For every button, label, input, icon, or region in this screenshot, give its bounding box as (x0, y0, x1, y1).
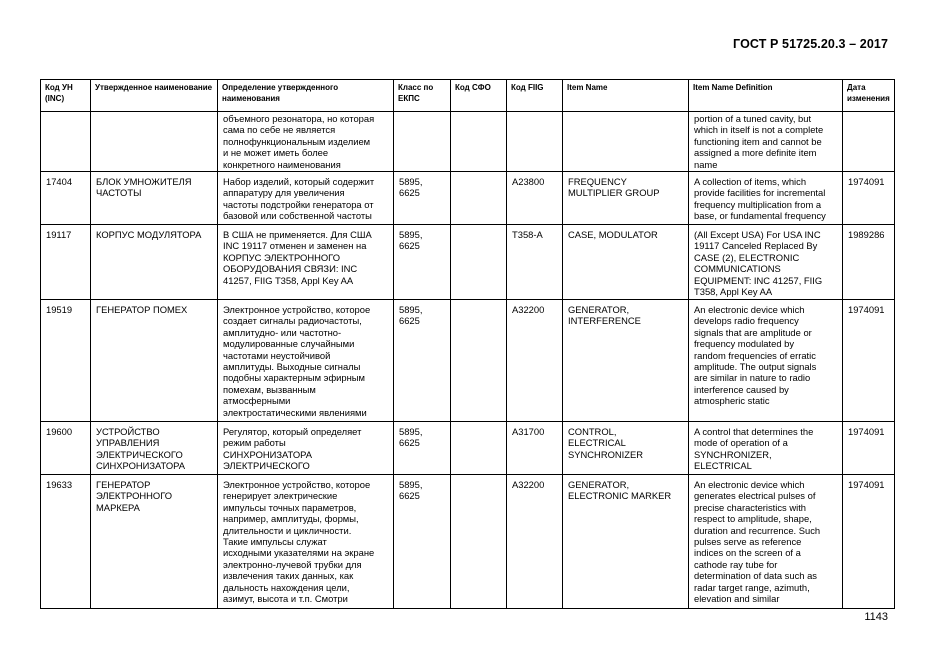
cell-ekps-class: 5895, 6625 (394, 172, 451, 225)
cell-definition-ru: Электронное устройство, которое создает сигналы радиочастоты, амплитудно- или частотно- модулированные случайными частотами неустойчивой амплитуды. Выходные сигналы подобны характерным эфирным помехам, вызванным атмосферными электростатическими явлениями (218, 300, 394, 422)
column-header-inc-code: Код УН (INC) (41, 80, 91, 112)
cell-fiig-code: A23800 (507, 172, 563, 225)
cell-definition-en: An electronic device which generates electrical pulses of precise characteristics with respect to amplitude, shape, duration and recurrence. Such pulses serve as reference indices on the screen of a cathode ray tube for determination of data such as radar target range, azimuth, elevation and similar (689, 475, 843, 609)
cell-item-name: CONTROL, ELECTRICAL SYNCHRONIZER (563, 422, 689, 475)
cell-definition-ru: Регулятор, который определяет режим работы СИНХРОНИЗАТОРА ЭЛЕКТРИЧЕСКОГО (218, 422, 394, 475)
cell-fiig-code (507, 112, 563, 172)
column-header-change-date: Дата изменения (843, 80, 895, 112)
cell-approved-name: БЛОК УМНОЖИТЕЛЯ ЧАСТОТЫ (91, 172, 218, 225)
column-header-approved-name: Утвержденное наименование (91, 80, 218, 112)
column-header-sfo-code: Код СФО (451, 80, 507, 112)
table-row-continuation (41, 112, 895, 172)
table-row-19519 (41, 300, 895, 422)
cell-approved-name: КОРПУС МОДУЛЯТОРА (91, 225, 218, 300)
cell-approved-name (91, 112, 218, 172)
column-header-item-name-definition: Item Name Definition (689, 80, 843, 112)
cell-approved-name: ГЕНЕРАТОР ПОМЕХ (91, 300, 218, 422)
cell-inc-code: 19117 (41, 225, 91, 300)
table-header-row (41, 80, 895, 112)
cell-fiig-code: T358-A (507, 225, 563, 300)
cell-definition-ru: В США не применяется. Для США INC 19117 отменен и заменен на КОРПУС ЭЛЕКТРОННОГО ОБОРУДОВАНИЯ СВЯЗИ: INC 41257, FIIG T358, Appl Key AA (218, 225, 394, 300)
cell-change-date: 1974091 (843, 172, 895, 225)
cell-inc-code: 19633 (41, 475, 91, 609)
cell-definition-ru: Набор изделий, который содержит аппаратуру для увеличения частоты подстройки генератора от базовой или собственной частоты (218, 172, 394, 225)
cell-ekps-class: 5895, 6625 (394, 422, 451, 475)
cell-definition-en: (All Except USA) For USA INC 19117 Canceled Replaced By CASE (2), ELECTRONIC COMMUNICATIONS EQUIPMENT: INC 41257, FIIG T358, Appl Key AA (689, 225, 843, 300)
specification-table (40, 79, 895, 609)
table-row-19600 (41, 422, 895, 475)
cell-inc-code (41, 112, 91, 172)
cell-item-name (563, 112, 689, 172)
document-header-standard: ГОСТ Р 51725.20.3 – 2017 (733, 37, 888, 51)
page-number: 1143 (864, 611, 888, 623)
cell-sfo-code (451, 422, 507, 475)
cell-change-date: 1974091 (843, 422, 895, 475)
cell-definition-en: An electronic device which develops radio frequency signals that are amplitude or frequency modulated by random frequencies of erratic amplitude. The output signals are similar in nature to radio interference caused by atmospheric static (689, 300, 843, 422)
cell-definition-en: A control that determines the mode of operation of a SYNCHRONIZER, ELECTRICAL (689, 422, 843, 475)
cell-approved-name: ГЕНЕРАТОР ЭЛЕКТРОННОГО МАРКЕРА (91, 475, 218, 609)
cell-item-name: GENERATOR, ELECTRONIC MARKER (563, 475, 689, 609)
cell-sfo-code (451, 112, 507, 172)
cell-fiig-code: A31700 (507, 422, 563, 475)
table-row-19117 (41, 225, 895, 300)
cell-definition-ru: Электронное устройство, которое генерирует электрические импульсы точных параметров, например, амплитуды, формы, длительности и цикличности. Такие импульсы служат исходными указателями на экране электронно-лучевой трубки для извлечения таких данных, как дальность нахождения цели, азимут, высота и т.п. Смотри (218, 475, 394, 609)
cell-approved-name: УСТРОЙСТВО УПРАВЛЕНИЯ ЭЛЕКТРИЧЕСКОГО СИНХРОНИЗАТОРА (91, 422, 218, 475)
cell-sfo-code (451, 475, 507, 609)
cell-definition-en: portion of a tuned cavity, but which in itself is not a complete functioning item and cannot be assigned a more definite item name (689, 112, 843, 172)
cell-sfo-code (451, 172, 507, 225)
column-header-approved-name-definition: Определение утвержденного наименования (218, 80, 394, 112)
cell-fiig-code: A32200 (507, 475, 563, 609)
column-header-ekps-class: Класс по ЕКПС (394, 80, 451, 112)
cell-change-date (843, 112, 895, 172)
cell-sfo-code (451, 300, 507, 422)
column-header-item-name: Item Name (563, 80, 689, 112)
cell-item-name: GENERATOR, INTERFERENCE (563, 300, 689, 422)
cell-inc-code: 19519 (41, 300, 91, 422)
column-header-fiig-code: Код FIIG (507, 80, 563, 112)
cell-change-date: 1974091 (843, 475, 895, 609)
cell-definition-en: A collection of items, which provide facilities for incremental frequency multiplication from a base, or fundamental frequency (689, 172, 843, 225)
table-row-17404 (41, 172, 895, 225)
cell-inc-code: 19600 (41, 422, 91, 475)
cell-inc-code: 17404 (41, 172, 91, 225)
cell-ekps-class: 5895, 6625 (394, 300, 451, 422)
cell-ekps-class: 5895, 6625 (394, 475, 451, 609)
cell-ekps-class: 5895, 6625 (394, 225, 451, 300)
table-row-19633 (41, 475, 895, 609)
cell-item-name: CASE, MODULATOR (563, 225, 689, 300)
cell-definition-ru: объемного резонатора, но которая сама по себе не является полнофункциональным изделием и не может иметь более конкретного наименования (218, 112, 394, 172)
cell-change-date: 1974091 (843, 300, 895, 422)
cell-item-name: FREQUENCY MULTIPLIER GROUP (563, 172, 689, 225)
cell-sfo-code (451, 225, 507, 300)
cell-ekps-class (394, 112, 451, 172)
cell-change-date: 1989286 (843, 225, 895, 300)
cell-fiig-code: A32200 (507, 300, 563, 422)
